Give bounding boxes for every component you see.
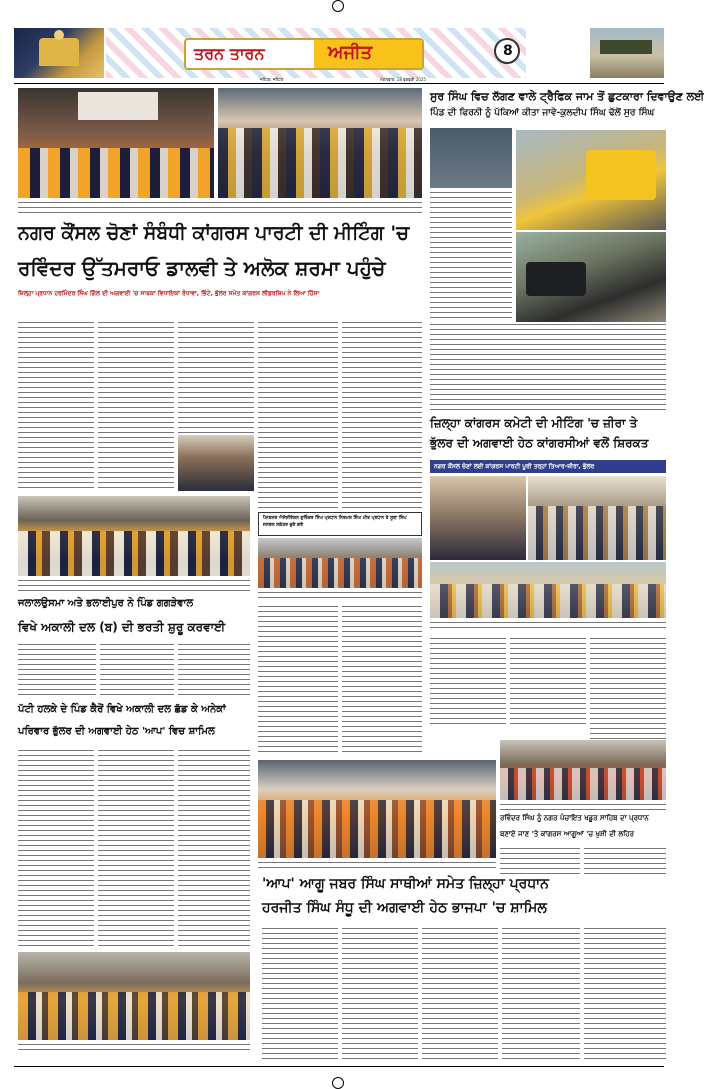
patti-photo bbox=[18, 952, 250, 1040]
patti-col-3 bbox=[178, 748, 250, 948]
right-small-headline-2: ਬਣਾਏ ਜਾਣ 'ਤੇ ਕਾਂਗਰਸ ਆਗੂਆਂ 'ਚ ਖੁਸ਼ੀ ਦੀ ਲਹਿਰ bbox=[500, 830, 635, 838]
right-small-caption bbox=[500, 802, 666, 812]
zira-headline-1: ਜ਼ਿਲ੍ਹਾ ਕਾਂਗਰਸ ਕਮੇਟੀ ਦੀ ਮੀਟਿੰਗ 'ਚ ਜ਼ੀਰਾ ਤੇ bbox=[430, 416, 638, 430]
main-headline-1: ਨਗਰ ਕੌਂਸਲ ਚੋਣਾਂ ਸੰਬੰਧੀ ਕਾਂਗਰਸ ਪਾਰਟੀ ਦੀ ਮੀਟਿੰਗ 'ਚ bbox=[18, 222, 410, 244]
masthead-left-photo bbox=[14, 28, 104, 78]
bjp-col-2 bbox=[342, 926, 418, 1062]
zira-col-1 bbox=[430, 636, 506, 728]
center-col-1 bbox=[258, 604, 338, 754]
masthead bbox=[14, 28, 664, 78]
top-photo-1 bbox=[18, 88, 214, 198]
footer-rule bbox=[14, 1066, 664, 1067]
akali-col-3 bbox=[178, 642, 250, 698]
bjp-headline-2: ਹਰਜੀਤ ਸਿੰਘ ਸੰਧੂ ਦੀ ਅਗਵਾਈ ਹੇਠ ਭਾਜਪਾ 'ਚ ਸ਼ਾਮਿਲ bbox=[262, 900, 547, 916]
main-photo-inline bbox=[178, 435, 254, 491]
bjp-headline-1: 'ਆਪ' ਆਗੂ ਜਬਰ ਸਿੰਘ ਸਾਥੀਆਂ ਸਮੇਤ ਜ਼ਿਲ੍ਹਾ ਪ੍ਰਧਾਨ bbox=[262, 876, 549, 892]
page-number-badge bbox=[494, 38, 520, 64]
patti-col-2 bbox=[98, 748, 174, 948]
zira-caption bbox=[430, 620, 666, 634]
bjp-col-3 bbox=[422, 926, 498, 1062]
mid-left-photo-caption bbox=[18, 578, 250, 592]
patti-col-1 bbox=[18, 748, 94, 948]
right-small-headline-1: ਰਵਿੰਦਰ ਸਿੰਘ ਨੂੰ ਨਗਰ ਪੰਚਾਇਤ ਖਡੂਰ ਸਾਹਿਬ ਦਾ ਪ੍ਰਧਾਨ bbox=[500, 814, 649, 822]
main-col-4 bbox=[258, 320, 338, 510]
footer-right bbox=[260, 1068, 380, 1074]
main-subhead: ਜ਼ਿਲ੍ਹਾ ਪ੍ਰਧਾਨ ਹਰਮਿੰਦਰ ਸਿੰਘ ਗਿੱਲ ਦੀ ਅਗਵਾਈ 'ਚ ਸਾਬਕਾ ਵਿਧਾਇਕਾਂ ਰੰਧਾਵਾ, ਭਿੱਟੇ, ਭੁੱਲਰ ਸਮੇਤ ਕਾਂਗਰਸ ਲੀਡਰਸ਼ਿਪ ਨੇ ਲਿਆ ਹਿੱਸਾ bbox=[18, 290, 320, 297]
bjp-col-1 bbox=[262, 926, 338, 1062]
akali-col-2 bbox=[100, 642, 174, 698]
top-right-text-col-1 bbox=[430, 190, 512, 320]
zira-photo-2 bbox=[528, 476, 666, 560]
bjp-photo bbox=[258, 760, 496, 858]
zira-col-3 bbox=[590, 636, 666, 746]
patti-headline-2: ਪਰਿਵਾਰ ਭੁੱਲਰ ਦੀ ਅਗਵਾਈ ਹੇਠ 'ਆਪ' ਵਿਚ ਸ਼ਾਮਿਲ bbox=[18, 726, 215, 737]
bjp-col-4 bbox=[502, 926, 580, 1062]
zira-col-2 bbox=[510, 636, 586, 728]
top-right-photo-1 bbox=[430, 128, 512, 188]
top-right-headline-1: ਸੁਰ ਸਿੰਘ ਵਿਚ ਲੱਗਣ ਵਾਲੇ ਟ੍ਰੈਫਿਕ ਜਾਮ ਤੋਂ ਛੁਟਕਾਰਾ ਦਿਵਾਉਣ ਲਈ bbox=[430, 90, 704, 103]
masthead-date: ਮੰਗਲਵਾਰ, 18 ਫਰਵਰੀ 2025 bbox=[380, 77, 426, 82]
top-right-photo-3 bbox=[516, 232, 666, 322]
masthead-sub-left: ਜਲੰਧਰ, ਜਲੰਧਰ bbox=[260, 77, 284, 82]
patti-headline-1: ਪੱਟੀ ਹਲਕੇ ਦੇ ਪਿੰਡ ਕੈਰੋਂ ਵਿਖੇ ਅਕਾਲੀ ਦਲ ਛੱਡ ਕੇ ਅਨੇਕਾਂ bbox=[18, 704, 226, 715]
masthead-title-left: ਤਰਨ ਤਾਰਨ bbox=[194, 44, 265, 63]
patti-caption bbox=[18, 1042, 250, 1052]
mid-left-photo bbox=[18, 496, 250, 576]
masthead-title-right: ਅਜੀਤ bbox=[328, 42, 373, 63]
top-right-text-col-2 bbox=[430, 322, 666, 412]
main-headline-2: ਰਵਿੰਦਰ ਉੱਤਮਰਾਓ ਡਾਲਵੀ ਤੇ ਅਲੋਕ ਸ਼ਰਮਾ ਪਹੁੰਚੇ bbox=[18, 256, 386, 280]
zira-banner: ਨਗਰ ਕੌਂਸਲ ਚੋਣਾਂ ਲਈ ਕਾਂਗਰਸ ਪਾਰਟੀ ਪੂਰੀ ਤਰ੍ਹਾਂ ਤਿਆਰ-ਜ਼ੀਰਾ, ਭੁੱਲਰ bbox=[430, 460, 666, 473]
zira-photo-3 bbox=[430, 562, 666, 618]
akali-col-1 bbox=[18, 642, 96, 698]
main-col-1 bbox=[18, 320, 94, 490]
right-small-photo bbox=[500, 740, 666, 800]
akali-headline-1: ਜਲਾਲਉਸਮਾ ਅਤੇ ਭਲਾਈਪੁਰ ਨੇ ਪਿੰਡ ਗਗੜੇਵਾਲ bbox=[18, 598, 194, 609]
main-col-2 bbox=[98, 320, 174, 490]
registration-mark-top bbox=[332, 0, 344, 12]
bjp-col-5 bbox=[584, 926, 666, 1062]
mid-center-caption bbox=[258, 590, 422, 600]
right-small-col-2 bbox=[584, 846, 666, 876]
masthead-pattern bbox=[106, 28, 526, 78]
masthead-right-photo bbox=[590, 28, 664, 78]
registration-mark-bottom bbox=[332, 1077, 344, 1089]
bjp-caption bbox=[258, 860, 496, 870]
page-number: 8 bbox=[503, 43, 513, 59]
masthead-title-right-box bbox=[314, 40, 422, 68]
center-col-2 bbox=[342, 604, 422, 754]
print-info-line bbox=[14, 1, 314, 7]
akali-headline-2: ਵਿਖੇ ਅਕਾਲੀ ਦਲ (ਬ) ਦੀ ਭਰਤੀ ਸ਼ੁਰੂ ਕਰਵਾਈ bbox=[18, 620, 226, 634]
right-small-col-1 bbox=[500, 846, 580, 876]
top-photo-caption bbox=[18, 200, 422, 214]
top-photo-2 bbox=[218, 88, 422, 198]
masthead-rule bbox=[14, 83, 664, 84]
zira-headline-2: ਭੁੱਲਰ ਦੀ ਅਗਵਾਈ ਹੇਠ ਕਾਂਗਰਸੀਆਂ ਵਲੋਂ ਸ਼ਿਰਕਤ bbox=[430, 436, 649, 450]
top-right-headline-2: ਪਿੰਡ ਦੀ ਫਿਰਨੀ ਨੂੰ ਪੱਕਿਆਂ ਕੀਤਾ ਜਾਵੇ-ਕੁਲਦੀਪ ਸਿੰਘ ਢੱਲੋਂ ਸੁਰ ਸਿੰਘ bbox=[430, 108, 655, 118]
top-right-photo-2 bbox=[516, 130, 666, 230]
mid-photo-caption-box: ਪੈਨਸ਼ਨਰ ਐਸੋਸੀਏਸ਼ਨ ਗੁਰਿੰਦਰ ਸਿੰਘ ਪ੍ਰਧਾਨ ਨਿਰਮਲ ਸਿੰਘ ਮੀਤ ਪ੍ਰਧਾਨ ਤੇ ਸੂਬਾ ਸਿੰਘ ਜਨਰਲ ਸਕੱਤਰ ਚੁਣੇ ਗਏ bbox=[258, 512, 422, 536]
footer-left bbox=[14, 1068, 134, 1074]
main-col-5 bbox=[342, 320, 422, 510]
mid-center-photo bbox=[258, 538, 422, 588]
zira-photo-1 bbox=[430, 476, 526, 560]
